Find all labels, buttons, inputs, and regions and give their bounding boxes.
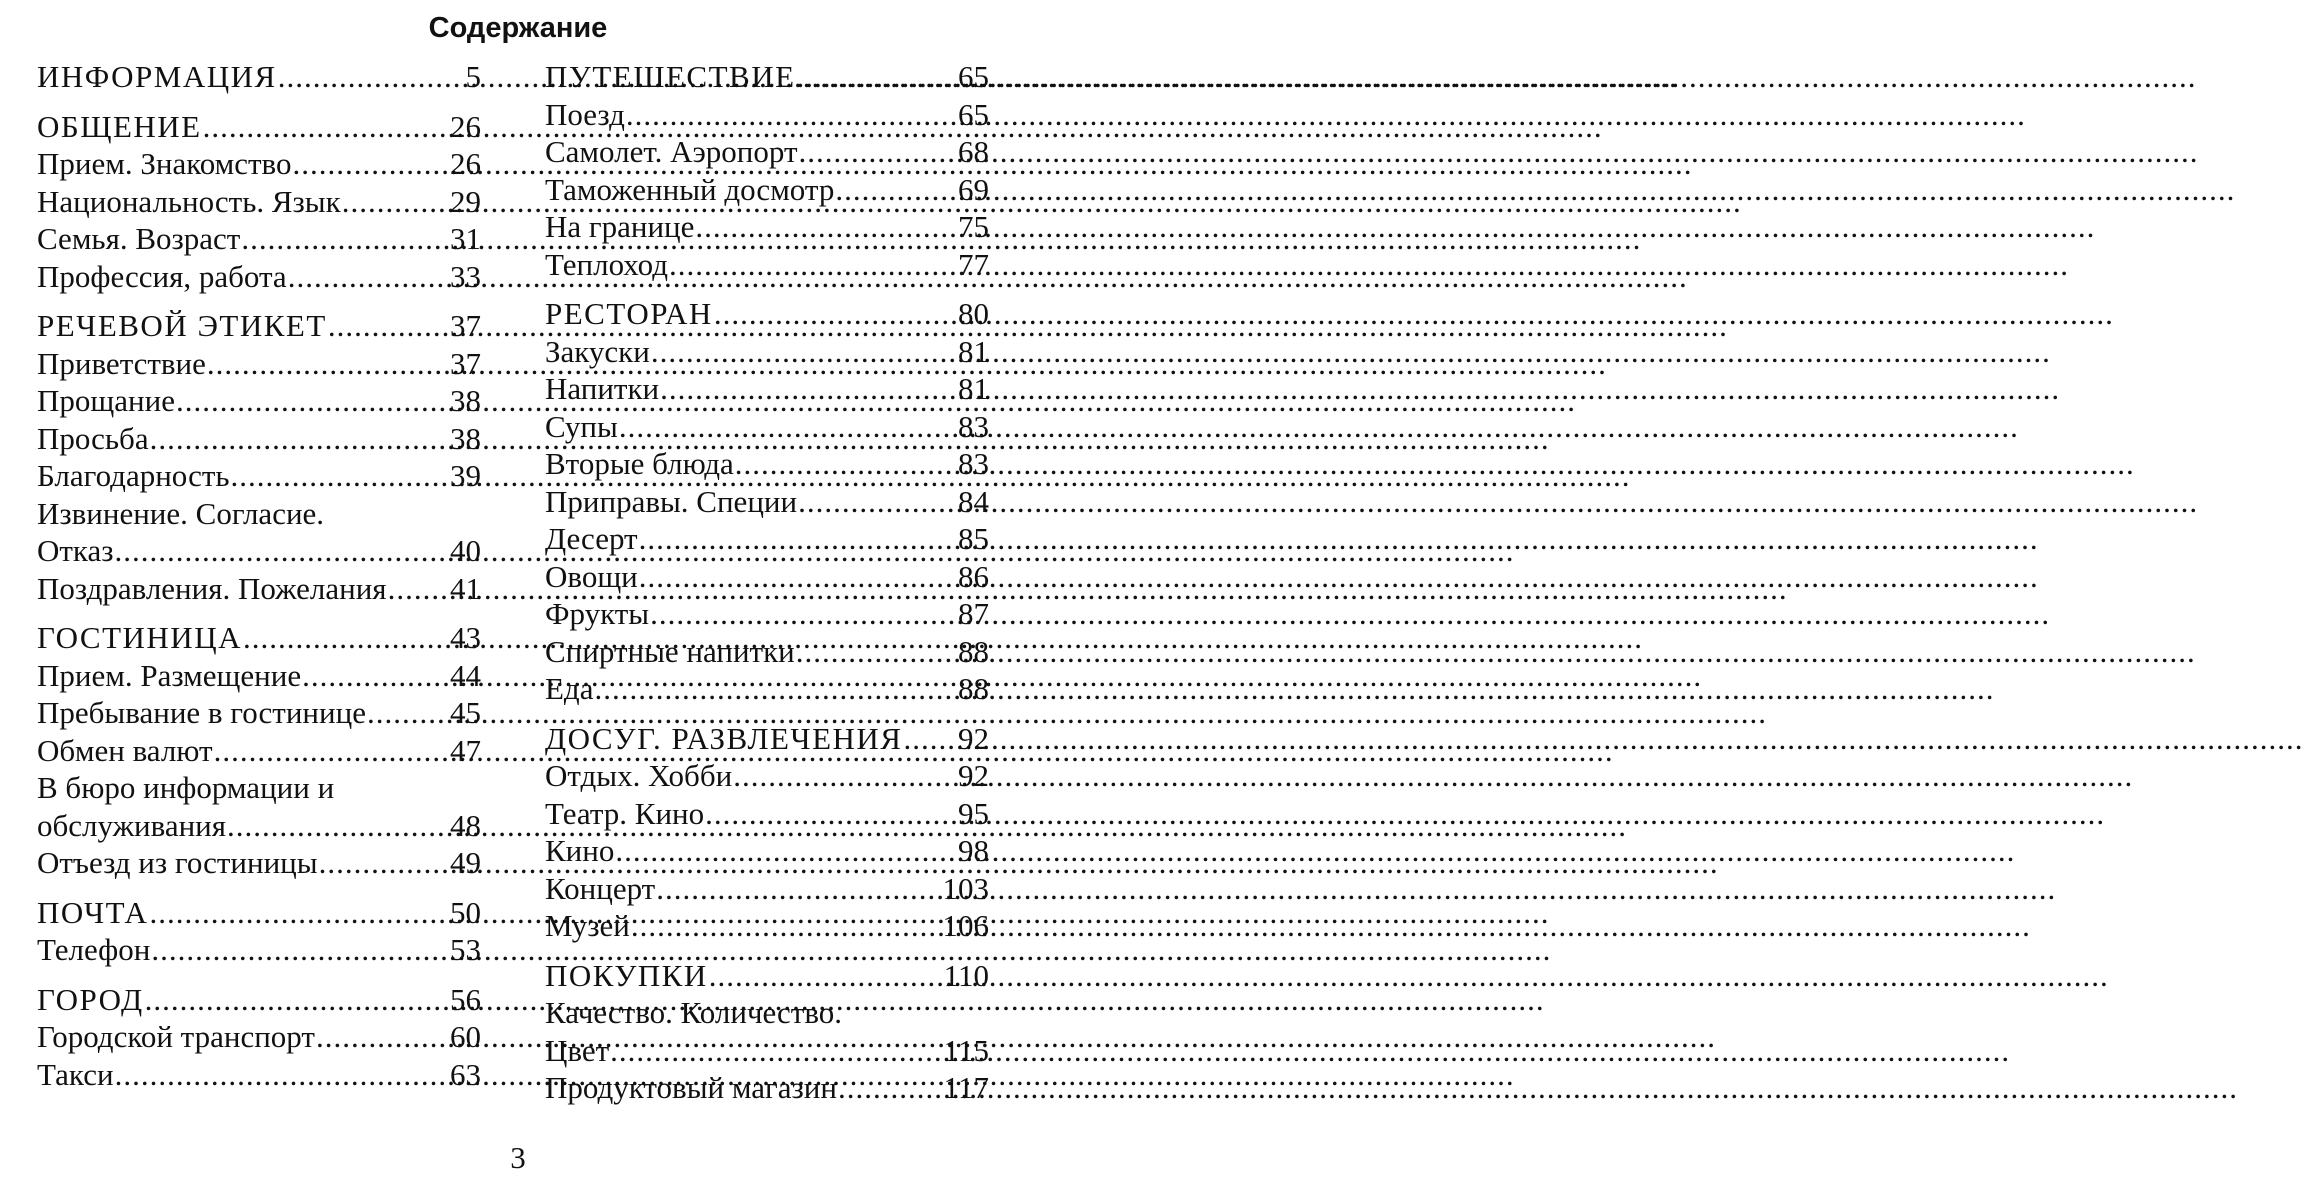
toc-entry-title: На границе [545, 209, 695, 244]
toc-entry-title: ОБЩЕНИЕ [37, 108, 202, 144]
page-title: Содержание [428, 12, 608, 44]
toc-leader-dots [838, 1069, 943, 1107]
toc-leader-dots [278, 58, 465, 96]
page-number: 3 [510, 1140, 526, 1175]
toc-entry [545, 994, 989, 1032]
toc-page-number: 117 [943, 1070, 989, 1105]
toc-page-number: 48 [450, 807, 481, 843]
toc-page-number: 81 [958, 371, 989, 406]
toc-entry [545, 333, 989, 371]
toc-entry [37, 1056, 481, 1094]
toc-leader-dots [145, 981, 449, 1019]
toc-entry [545, 370, 989, 408]
toc-leader-dots [149, 894, 449, 932]
toc-page-number: 87 [958, 596, 989, 631]
toc-leader-dots [302, 657, 449, 695]
toc-page-number: 29 [450, 183, 481, 219]
toc-page-number: 80 [958, 296, 989, 331]
toc-page-number: 88 [958, 633, 989, 669]
toc-entry [37, 457, 481, 495]
toc-section [37, 619, 481, 882]
toc-leader-dots [651, 333, 957, 371]
toc-entry-title: ГОСТИНИЦА [37, 620, 242, 655]
toc-page-number: 85 [958, 521, 989, 556]
toc-page-number: 38 [450, 383, 481, 418]
toc-entry [37, 732, 481, 770]
toc-entry [37, 382, 481, 420]
toc-entry-title: Обмен валют [37, 732, 213, 768]
toc-entry-title: Продуктовый магазин [545, 1070, 837, 1105]
toc-entry [37, 769, 481, 807]
toc-leader-dots [650, 595, 957, 633]
toc-leader-dots [241, 220, 449, 258]
toc-entry [37, 570, 481, 608]
toc-page-number: 95 [958, 795, 989, 831]
toc-leader-dots [342, 183, 449, 221]
toc-leader-dots [660, 370, 957, 408]
toc-entry-title: Самолет. Аэропорт [545, 134, 798, 169]
toc-entry-title: Телефон [37, 932, 151, 967]
toc-leader-dots [610, 1032, 942, 1070]
toc-entry-title: Просьба [37, 420, 149, 456]
toc-page-number: 50 [450, 894, 481, 930]
toc-entry [545, 445, 989, 483]
toc-entry-title: Овощи [545, 558, 638, 594]
toc-entry-title: Национальность. Язык [37, 183, 341, 219]
toc-entry [545, 907, 989, 945]
toc-left-column [37, 58, 481, 1105]
toc-leader-dots [796, 633, 957, 671]
toc-entry [545, 133, 989, 171]
toc-entry-title: ГОРОД [37, 981, 144, 1017]
toc-entry-title: Еда [545, 671, 594, 706]
toc-entry-title: Супы [545, 408, 618, 444]
toc-page-number: 26 [450, 146, 481, 181]
toc-section-heading [545, 295, 989, 333]
toc-entry-title: обслуживания [37, 807, 227, 843]
toc-entry-title: Таможенный досмотр [545, 171, 835, 207]
toc-entry-title: Спиртные напитки [545, 633, 795, 669]
toc-section-heading [37, 981, 481, 1019]
toc-leader-dots [619, 408, 957, 446]
toc-entry [545, 870, 989, 908]
toc-section-heading [37, 619, 481, 657]
toc-leader-dots [292, 145, 449, 183]
toc-entry-title: Прием. Знакомство [37, 146, 292, 181]
toc-entry-title: Городской транспорт [37, 1019, 315, 1054]
toc-section-heading [37, 307, 481, 345]
toc-entry [545, 595, 989, 633]
toc-entry [545, 795, 989, 833]
toc-entry-title: Прощание [37, 383, 175, 418]
toc-page-number: 68 [958, 134, 989, 169]
toc-leader-dots [735, 445, 957, 483]
toc-entry-title: Благодарность [37, 458, 230, 493]
toc-entry [545, 670, 989, 708]
toc-page-number: 43 [450, 620, 481, 655]
toc-leader-dots [903, 720, 957, 758]
toc-entry [37, 495, 481, 533]
toc-entry-title: Концерт [545, 870, 656, 906]
toc-page-number: 69 [958, 171, 989, 207]
toc-entry-title: Кино [545, 833, 615, 868]
toc-leader-dots [733, 757, 957, 795]
toc-leader-dots [150, 420, 449, 458]
toc-page-number: 49 [450, 845, 481, 880]
toc-leader-dots [176, 382, 449, 420]
toc-page-number: 5 [465, 59, 481, 94]
toc-page-number: 37 [450, 308, 481, 343]
toc-leader-dots [388, 570, 449, 608]
toc-leader-dots [639, 520, 957, 558]
toc-page-number: 98 [958, 833, 989, 868]
toc-entry-title: Пребывание в гостинице [37, 695, 366, 730]
toc-entry [37, 258, 481, 296]
toc-entry [37, 931, 481, 969]
toc-page-number: 86 [958, 558, 989, 594]
toc-page-number: 33 [450, 258, 481, 294]
toc-entry-title: Отдых. Хобби [545, 758, 733, 793]
toc-leader-dots [214, 732, 449, 770]
toc-leader-dots [328, 307, 449, 345]
toc-page-number: 26 [450, 108, 481, 144]
toc-entry [37, 694, 481, 732]
toc-entry [545, 1069, 989, 1107]
toc-page-number: 39 [450, 458, 481, 493]
toc-page-number: 103 [942, 870, 989, 906]
toc-section [545, 295, 989, 708]
toc-entry [37, 145, 481, 183]
toc-right-column [545, 58, 989, 1119]
toc-entry-title: Цвет [545, 1032, 610, 1068]
toc-leader-dots [639, 558, 957, 596]
toc-entry [545, 757, 989, 795]
toc-entry [545, 408, 989, 446]
toc-entry-title: Приветствие [37, 345, 206, 381]
toc-entry-title: Качество. Количество. [545, 995, 843, 1030]
toc-leader-dots [316, 1018, 449, 1056]
toc-entry [545, 633, 989, 671]
toc-entry-title: Театр. Кино [545, 795, 705, 831]
toc-section [37, 894, 481, 969]
toc-page-number: 53 [450, 932, 481, 967]
toc-page-number: 65 [958, 96, 989, 132]
toc-entry [37, 657, 481, 695]
toc-leader-dots [835, 171, 957, 209]
toc-entry-title: Семья. Возраст [37, 221, 241, 256]
toc-section [37, 58, 481, 96]
toc-page-number: 92 [958, 758, 989, 793]
toc-section-heading [545, 957, 989, 995]
toc-leader-dots [615, 832, 957, 870]
toc-leader-dots [705, 795, 957, 833]
toc-entry-title: В бюро информации и [37, 770, 335, 805]
toc-leader-dots [203, 108, 449, 146]
toc-entry [37, 807, 481, 845]
toc-page-number: 63 [450, 1056, 481, 1092]
toc-section-heading [37, 894, 481, 932]
toc-entry-title: Поздравления. Пожелания [37, 570, 387, 606]
toc-page-number: 45 [450, 695, 481, 730]
toc-leader-dots [631, 907, 942, 945]
toc-section [545, 720, 989, 945]
toc-page-number: 92 [958, 720, 989, 756]
toc-entry [545, 96, 989, 134]
toc-leader-dots [797, 58, 957, 96]
toc-entry-title: ПОКУПКИ [545, 957, 708, 993]
toc-page-number: 81 [958, 333, 989, 369]
toc-entry [37, 844, 481, 882]
toc-entry-title: ПОЧТА [37, 894, 149, 930]
toc-entry-title: Поезд [545, 96, 625, 132]
toc-entry-title: Такси [37, 1056, 114, 1092]
toc-entry-title: РЕСТОРАН [545, 296, 713, 331]
toc-leader-dots [207, 345, 449, 383]
toc-section-heading [545, 58, 989, 96]
toc-section [37, 307, 481, 607]
toc-leader-dots [626, 96, 957, 134]
toc-page-number: 41 [450, 570, 481, 606]
toc-leader-dots [151, 931, 449, 969]
toc-entry-title: Вторые блюда [545, 446, 734, 481]
toc-entry [37, 183, 481, 221]
toc-entry [545, 208, 989, 246]
toc-leader-dots [367, 694, 449, 732]
toc-leader-dots [115, 1056, 449, 1094]
toc-entry-title: Фрукты [545, 596, 650, 631]
toc-section [545, 58, 989, 283]
toc-entry-title: Музей [545, 908, 630, 943]
toc-page-number: 83 [958, 446, 989, 481]
toc-entry-title: ИНФОРМАЦИЯ [37, 59, 277, 94]
toc-section [37, 108, 481, 296]
toc-entry [37, 420, 481, 458]
toc-entry [37, 345, 481, 383]
toc-leader-dots [594, 670, 957, 708]
toc-entry-title: Прием. Размещение [37, 657, 302, 693]
toc-page-number: 44 [450, 657, 481, 693]
toc-page-number: 84 [958, 483, 989, 519]
toc-entry-title: РЕЧЕВОЙ ЭТИКЕТ [37, 308, 327, 343]
toc-entry [37, 532, 481, 570]
toc-page-number: 75 [958, 209, 989, 244]
toc-leader-dots [695, 208, 957, 246]
toc-leader-dots [714, 295, 957, 333]
toc-page-number: 38 [450, 420, 481, 456]
toc-entry-title: Теплоход [545, 246, 669, 282]
toc-entry-title: Профессия, работа [37, 258, 287, 294]
toc-entry [545, 246, 989, 284]
toc-entry-title: ПУТЕШЕСТВИЕ [545, 59, 796, 94]
toc-entry [545, 520, 989, 558]
toc-leader-dots [799, 133, 957, 171]
toc-entry [545, 483, 989, 521]
toc-entry [37, 1018, 481, 1056]
toc-entry-title: Десерт [545, 521, 638, 556]
toc-entry [37, 220, 481, 258]
toc-page-number: 37 [450, 345, 481, 381]
toc-entry [545, 832, 989, 870]
toc-section [545, 957, 989, 1107]
toc-page-number: 60 [450, 1019, 481, 1054]
toc-entry-title: Закуски [545, 333, 650, 369]
toc-entry-title: ДОСУГ. РАЗВЛЕЧЕНИЯ [545, 720, 903, 756]
toc-page-number: 110 [943, 957, 989, 993]
toc-leader-dots [798, 483, 957, 521]
toc-section [37, 981, 481, 1094]
toc-entry-title: Отказ [37, 533, 114, 568]
toc-entry [545, 558, 989, 596]
toc-section-heading [545, 720, 989, 758]
toc-page-number: 88 [958, 671, 989, 706]
toc-leader-dots [669, 246, 957, 284]
toc-leader-dots [656, 870, 941, 908]
toc-entry-title: Напитки [545, 371, 660, 406]
toc-page-number: 115 [943, 1032, 989, 1068]
toc-section-heading [37, 108, 481, 146]
toc-page-number: 77 [958, 246, 989, 282]
toc-leader-dots [319, 844, 449, 882]
toc-leader-dots [709, 957, 943, 995]
toc-page-number: 65 [958, 59, 989, 94]
toc-page-number: 106 [942, 908, 989, 943]
toc-leader-dots [243, 619, 449, 657]
toc-leader-dots [288, 258, 449, 296]
toc-leader-dots [115, 532, 449, 570]
toc-section-heading [37, 58, 481, 96]
toc-leader-dots [231, 457, 449, 495]
toc-entry-title: Извинение. Согласие. [37, 495, 325, 531]
toc-page-number: 31 [450, 221, 481, 256]
toc-page-number: 47 [450, 732, 481, 768]
toc-leader-dots [227, 807, 449, 845]
toc-entry-title: Приправы. Специи [545, 483, 798, 519]
toc-page-number: 56 [450, 981, 481, 1017]
toc-entry-title: Отъезд из гостиницы [37, 845, 318, 880]
toc-page-number: 83 [958, 408, 989, 444]
toc-page-number: 40 [450, 533, 481, 568]
toc-entry [545, 1032, 989, 1070]
toc-entry [545, 171, 989, 209]
